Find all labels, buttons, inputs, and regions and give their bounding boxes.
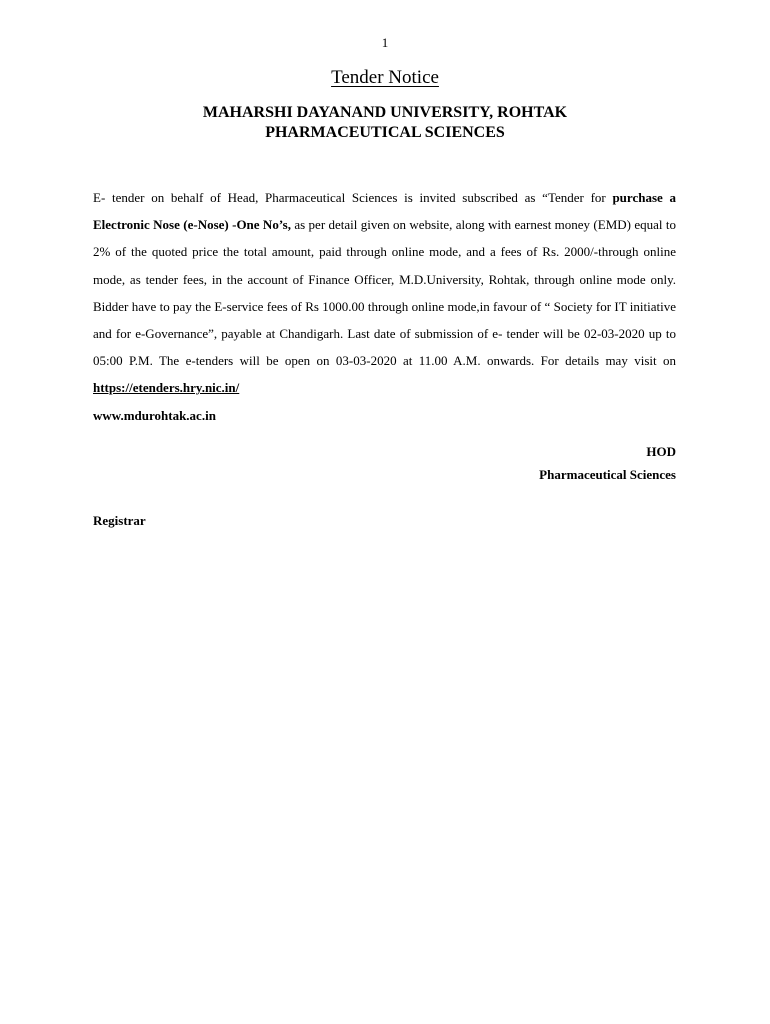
etenders-link[interactable]: https://etenders.hry.nic.in/ xyxy=(93,380,240,396)
signature-department: Pharmaceutical Sciences xyxy=(539,467,676,482)
mdu-website: www.mdurohtak.ac.in xyxy=(93,407,216,423)
university-heading: MAHARSHI DAYANAND UNIVERSITY, ROHTAK xyxy=(202,104,568,121)
tender-item: purchase a Electronic Nose (e-Nose) -One No’s, xyxy=(93,190,676,233)
registrar-label: Registrar xyxy=(93,513,146,528)
notice-body xyxy=(93,184,676,429)
body-intro: E- tender on behalf of Head, Pharmaceutical Sciences is invited subscribed as “Tender for xyxy=(93,190,613,205)
signature-designation: HOD xyxy=(646,444,676,459)
department-heading: PHARMACEUTICAL SCIENCES xyxy=(265,124,505,141)
notice-title-text: Tender Notice xyxy=(331,67,439,88)
body-details: as per detail given on website, along with earnest money (EMD) equal to 2% of the quoted price the total amount, paid through online mode, and a fees of Rs. 2000/-through online mode, as tender fees, in the account of Finance Officer, M.D.University, Rohtak, through online mode only. Bidder have to pay the E-service fees of Rs 1000.00 through online mode,in favour of “ Society for IT initiative and for e-Governance”, payable at Chandigarh. Last date of submission of e- tender will be 02-03-2020 up to 05:00 P.M. The e-tenders will be open on 03-03-2020 at 11.00 A.M. onwards. For details may visit on xyxy=(93,217,676,369)
page-number: 1 xyxy=(381,35,389,50)
notice-title xyxy=(0,67,770,89)
